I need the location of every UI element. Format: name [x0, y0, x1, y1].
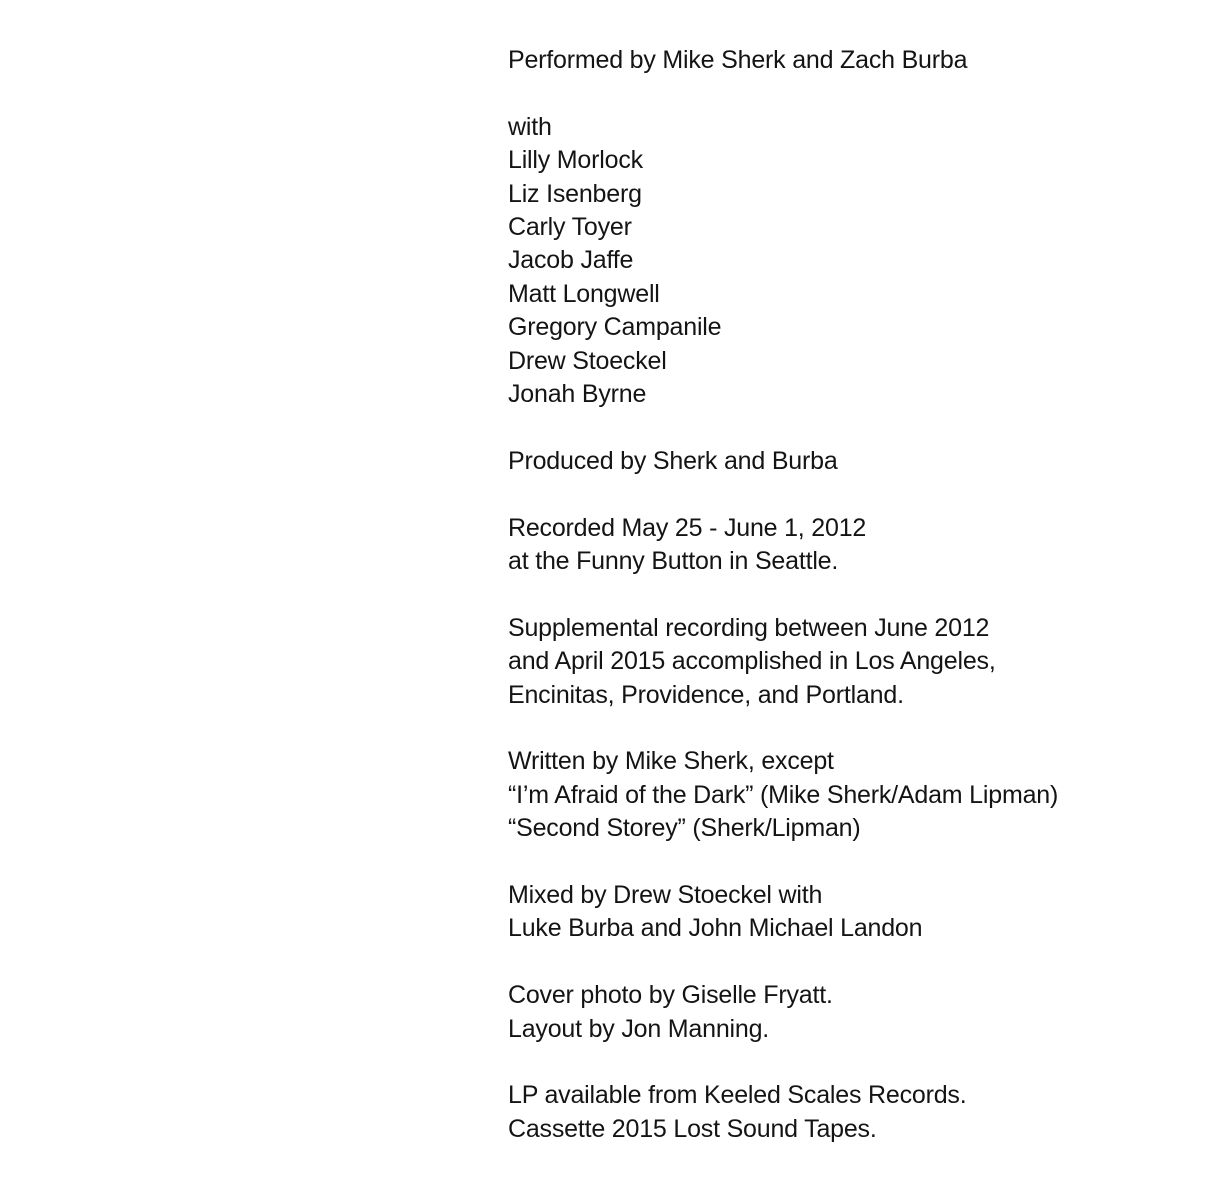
credit-line: Cover photo by Giselle Fryatt.: [508, 981, 833, 1010]
credit-line: Mixed by Drew Stoeckel with: [508, 881, 823, 910]
paragraph-performed-by: [508, 44, 1208, 77]
performer-name: Liz Isenberg: [508, 179, 642, 208]
paragraph-mixed-by: [508, 879, 1208, 946]
credit-line: with: [508, 112, 552, 141]
credit-line: Cassette 2015 Lost Sound Tapes.: [508, 1114, 877, 1143]
performer-name: Matt Longwell: [508, 279, 660, 308]
credit-line: Encinitas, Providence, and Portland.: [508, 680, 904, 709]
performer-name: Jonah Byrne: [508, 380, 647, 409]
paragraph-supplemental-recording: [508, 612, 1208, 712]
credit-line: Performed by Mike Sherk and Zach Burba: [508, 46, 968, 74]
credits-text-block: [508, 44, 1208, 1146]
paragraph-additional-performers: [508, 111, 1208, 412]
credit-line: and April 2015 accomplished in Los Angeles,: [508, 647, 996, 676]
song-credit-line: “Second Storey” (Sherk/Lipman): [508, 814, 861, 843]
credit-line: Layout by Jon Manning.: [508, 1014, 770, 1043]
credit-line: LP available from Keeled Scales Records.: [508, 1081, 967, 1110]
song-credit-line: “I’m Afraid of the Dark” (Mike Sherk/Adam Lipman): [508, 780, 1059, 809]
performer-name: Drew Stoeckel: [508, 346, 667, 375]
performer-name: Lilly Morlock: [508, 146, 643, 175]
performer-name: Gregory Campanile: [508, 313, 722, 342]
credit-line: Recorded May 25 - June 1, 2012: [508, 513, 867, 542]
paragraph-written-by: [508, 745, 1208, 845]
paragraph-release-info: [508, 1079, 1208, 1146]
credit-line: at the Funny Button in Seattle.: [508, 547, 839, 576]
performer-name: Carly Toyer: [508, 213, 632, 242]
paragraph-artwork-credits: [508, 979, 1208, 1046]
credit-line: Produced by Sherk and Burba: [508, 446, 838, 475]
credit-line: Luke Burba and John Michael Landon: [508, 914, 923, 943]
paragraph-produced-by: [508, 445, 1208, 478]
paragraph-recorded: [508, 512, 1208, 579]
credit-line: Supplemental recording between June 2012: [508, 613, 990, 642]
performer-name: Jacob Jaffe: [508, 246, 634, 275]
credit-line: Written by Mike Sherk, except: [508, 747, 834, 776]
